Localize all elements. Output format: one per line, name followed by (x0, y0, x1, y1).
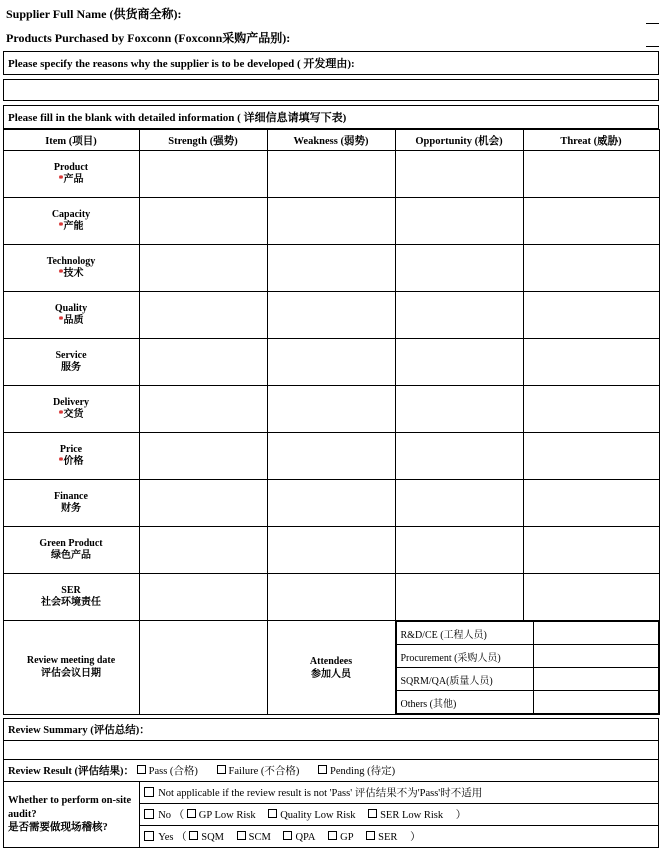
strength-cell[interactable] (139, 292, 267, 339)
onsite-yes-label: Yes (158, 832, 174, 843)
checkbox-icon[interactable] (318, 765, 327, 774)
item-label-cn: 社会环境责任 (41, 597, 101, 608)
table-row (3, 433, 659, 480)
review-meeting-label-en: Review meeting date (26, 655, 116, 666)
attendee-role-sqrm: SQRM/QA(质量人员) (396, 668, 533, 691)
item-label-en: Quality (54, 302, 88, 314)
opportunity-cell[interactable] (395, 527, 523, 574)
item-label-cn: 品质 (63, 315, 84, 326)
review-summary-input-row (4, 741, 659, 760)
item-label-cn: 交货 (63, 409, 84, 420)
item-cell (3, 339, 139, 386)
onsite-yes-item-qpa[interactable] (283, 831, 315, 843)
item-label-cn: 产能 (63, 221, 84, 232)
strength-cell[interactable] (139, 245, 267, 292)
opportunity-cell[interactable] (395, 480, 523, 527)
weakness-cell[interactable] (267, 574, 395, 621)
onsite-no-label: No (158, 810, 172, 821)
required-asterisk: * (58, 221, 64, 232)
opportunity-cell[interactable] (395, 339, 523, 386)
item-label-en: Delivery (52, 396, 90, 408)
onsite-na-label: Not applicable if the review result is not 'Pass' 评估结果不为'Pass'时不适用 (158, 788, 483, 799)
checkbox-icon[interactable] (328, 831, 337, 840)
weakness-cell[interactable] (267, 386, 395, 433)
col-threat: Threat (威胁) (523, 130, 659, 151)
checkbox-icon[interactable] (283, 831, 292, 840)
item-label-en: Finance (54, 490, 88, 502)
table-row (3, 527, 659, 574)
item-cell (3, 245, 139, 292)
item-cell (3, 198, 139, 245)
header-fields (3, 4, 659, 47)
swot-header-row (3, 130, 659, 151)
attendee-names-procurement[interactable] (533, 645, 658, 668)
details-band (3, 105, 659, 129)
review-result-label: Review Result (评估结果)： (8, 766, 134, 777)
item-cell (3, 574, 139, 621)
required-asterisk: * (58, 174, 64, 185)
strength-cell[interactable] (139, 151, 267, 198)
table-row (3, 480, 659, 527)
supplier-name-input[interactable] (646, 4, 659, 23)
strength-cell[interactable] (139, 574, 267, 621)
threat-cell[interactable] (523, 480, 659, 527)
table-row (3, 151, 659, 198)
col-item: Item (项目) (3, 130, 139, 151)
onsite-no-cell[interactable] (140, 804, 659, 826)
table-row (3, 198, 659, 245)
checkbox-icon[interactable] (144, 809, 154, 819)
item-cell (3, 480, 139, 527)
checkbox-icon[interactable] (144, 831, 154, 841)
item-cell (3, 151, 139, 198)
item-cell (3, 527, 139, 574)
review-meeting-label-cn: 评估会议日期 (41, 667, 101, 679)
onsite-na-cell[interactable] (140, 782, 659, 804)
attendees-table-wrap (395, 621, 659, 715)
attendees-label-en: Attendees (309, 655, 353, 667)
checkbox-icon[interactable] (368, 809, 377, 818)
products-input[interactable] (646, 28, 659, 47)
onsite-yes-item-scm-label: SCM (248, 832, 271, 843)
products-row (3, 28, 659, 47)
threat-cell[interactable] (523, 527, 659, 574)
table-row (3, 386, 659, 433)
onsite-no-item-quality-label: Quality Low Risk (280, 810, 356, 821)
attendee-names-sqrm[interactable] (533, 668, 658, 691)
supplier-name-row (3, 4, 659, 23)
result-option-pending[interactable] (318, 763, 395, 778)
onsite-yes-group: （ SQM SCM QPA GP SER ） (176, 832, 421, 843)
item-label-cn: 价格 (63, 456, 84, 467)
onsite-no-group: （ GP Low Risk Quality Low Risk SER Low Risk ） (173, 810, 467, 821)
item-label-en: Product (53, 161, 89, 173)
checkbox-icon[interactable] (189, 831, 198, 840)
strength-cell[interactable] (139, 386, 267, 433)
onsite-no-item-gp[interactable] (187, 809, 256, 821)
threat-cell[interactable] (523, 245, 659, 292)
onsite-yes-cell[interactable] (140, 826, 659, 848)
opportunity-cell[interactable] (395, 245, 523, 292)
attendee-row (396, 691, 658, 714)
item-label-en: Price (59, 443, 83, 455)
weakness-cell[interactable] (267, 480, 395, 527)
attendee-names-others[interactable] (533, 691, 658, 714)
result-option-pending-label: Pending (待定) (330, 766, 396, 777)
checkbox-icon[interactable] (217, 765, 226, 774)
threat-cell[interactable] (523, 339, 659, 386)
table-row (3, 245, 659, 292)
threat-cell[interactable] (523, 386, 659, 433)
review-meeting-date-cell[interactable] (139, 621, 267, 715)
weakness-cell[interactable] (267, 433, 395, 480)
checkbox-icon[interactable] (144, 787, 154, 797)
attendee-row (396, 645, 658, 668)
onsite-yes-item-ser[interactable] (366, 831, 397, 843)
onsite-audit-label (4, 782, 140, 848)
threat-cell[interactable] (523, 574, 659, 621)
onsite-no-item-quality[interactable] (268, 809, 355, 821)
result-option-pass-label: Pass (合格) (148, 766, 198, 777)
required-asterisk: * (58, 456, 64, 467)
col-opportunity: Opportunity (机会) (395, 130, 523, 151)
checkbox-icon[interactable] (187, 809, 196, 818)
item-label-en: Green Product (39, 537, 103, 549)
item-label-en: Capacity (51, 208, 91, 220)
onsite-yes-item-scm[interactable] (237, 831, 271, 843)
reasons-label: Please specify the reasons why the supplier is to be developed ( 开发理由): (8, 58, 355, 70)
strength-cell[interactable] (139, 527, 267, 574)
strength-cell[interactable] (139, 480, 267, 527)
opportunity-cell[interactable] (395, 292, 523, 339)
weakness-cell[interactable] (267, 292, 395, 339)
item-label-en: SER (61, 584, 81, 596)
onsite-yes-item-sqm[interactable] (189, 831, 224, 843)
checkbox-icon[interactable] (237, 831, 246, 840)
review-meeting-row (3, 621, 659, 715)
result-option-pass[interactable] (137, 763, 198, 778)
item-label-cn: 产品 (63, 174, 84, 185)
onsite-yes-item-gp-label: GP (340, 832, 354, 843)
required-asterisk: * (58, 268, 64, 279)
attendee-row (396, 622, 658, 645)
item-label-cn: 技术 (63, 268, 84, 279)
weakness-cell[interactable] (267, 151, 395, 198)
strength-cell[interactable] (139, 198, 267, 245)
threat-cell[interactable] (523, 433, 659, 480)
opportunity-cell[interactable] (395, 151, 523, 198)
weakness-cell[interactable] (267, 339, 395, 386)
opportunity-cell[interactable] (395, 574, 523, 621)
item-label-en: Service (55, 349, 87, 361)
attendee-names-rd[interactable] (533, 622, 658, 645)
table-row (3, 339, 659, 386)
required-asterisk: * (58, 315, 64, 326)
onsite-yes-item-sqm-label: SQM (201, 832, 224, 843)
threat-cell[interactable] (523, 198, 659, 245)
checkbox-icon[interactable] (268, 809, 277, 818)
col-weakness: Weakness (弱势) (267, 130, 395, 151)
checkbox-icon[interactable] (137, 765, 146, 774)
col-strength: Strength (强势) (139, 130, 267, 151)
footer-table (3, 718, 659, 848)
review-summary-label: Review Summary (评估总结)： (4, 719, 659, 741)
table-row (3, 292, 659, 339)
review-summary-input[interactable] (4, 741, 659, 760)
strength-cell[interactable] (139, 339, 267, 386)
attendee-role-others: Others (其他) (396, 691, 533, 714)
details-label: Please fill in the blank with detailed information ( 详细信息请填写下表) (8, 112, 347, 124)
required-asterisk: * (58, 409, 64, 420)
result-option-failure-label: Failure (不合格) (228, 766, 300, 777)
attendees-label-cn: 参加人员 (311, 668, 351, 680)
onsite-audit-label-cn: 是否需要做现场稽核? (8, 822, 108, 834)
review-summary-row (4, 719, 659, 741)
onsite-yes-item-ser-label: SER (378, 832, 398, 843)
attendee-row (396, 668, 658, 691)
products-label: Products Purchased by Foxconn (Foxconn采购产品别): (6, 30, 291, 45)
item-cell (3, 292, 139, 339)
opportunity-cell[interactable] (395, 433, 523, 480)
review-meeting-label (3, 621, 139, 715)
swot-table (3, 129, 660, 715)
onsite-no-item-ser-label: SER Low Risk (380, 810, 444, 821)
weakness-cell[interactable] (267, 198, 395, 245)
strength-cell[interactable] (139, 433, 267, 480)
item-label-cn: 财务 (61, 503, 81, 514)
opportunity-cell[interactable] (395, 386, 523, 433)
item-label-cn: 绿色产品 (51, 550, 91, 561)
onsite-audit-label-en: Whether to perform on-site audit? (8, 795, 132, 820)
review-result-row (4, 760, 659, 782)
onsite-audit-row (4, 782, 659, 804)
item-label-cn: 服务 (61, 362, 81, 373)
item-cell (3, 386, 139, 433)
onsite-no-item-ser[interactable] (368, 809, 443, 821)
checkbox-icon[interactable] (366, 831, 375, 840)
threat-cell[interactable] (523, 151, 659, 198)
attendees-table (396, 621, 659, 714)
review-result-cell (4, 760, 659, 782)
item-label-en: Technology (46, 255, 96, 267)
result-option-failure[interactable] (217, 763, 300, 778)
onsite-yes-item-gp[interactable] (328, 831, 353, 843)
onsite-yes-item-qpa-label: QPA (295, 832, 316, 843)
weakness-cell[interactable] (267, 527, 395, 574)
attendee-role-rd: R&D/CE (工程人员) (396, 622, 533, 645)
item-cell (3, 433, 139, 480)
reasons-answer-area[interactable] (3, 79, 659, 101)
onsite-no-item-gp-label: GP Low Risk (198, 810, 256, 821)
threat-cell[interactable] (523, 292, 659, 339)
table-row (3, 574, 659, 621)
supplier-name-label: Supplier Full Name (供货商全称): (6, 7, 182, 21)
attendee-role-procurement: Procurement (采购人员) (396, 645, 533, 668)
weakness-cell[interactable] (267, 245, 395, 292)
attendees-label (267, 621, 395, 715)
opportunity-cell[interactable] (395, 198, 523, 245)
reasons-band (3, 51, 659, 75)
